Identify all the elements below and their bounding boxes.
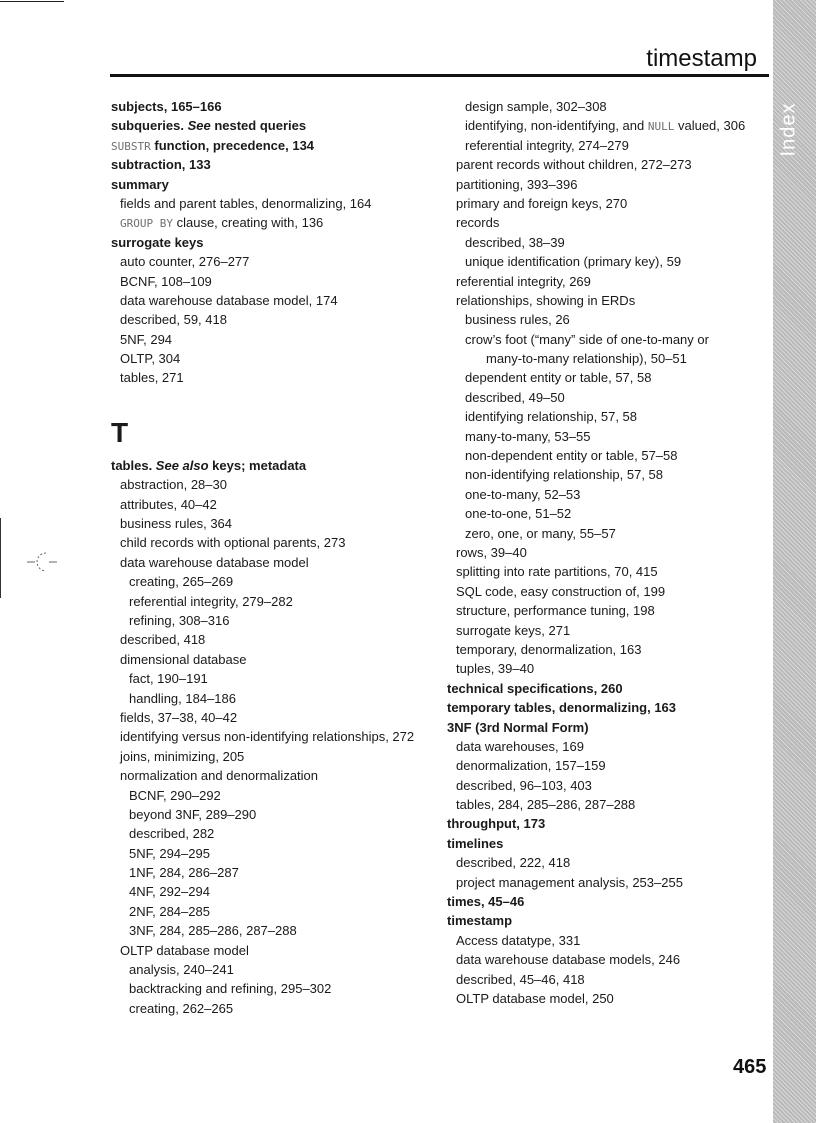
entry-text: design sample, 302–308 [465, 99, 607, 114]
index-subentry [447, 465, 767, 484]
index-subentry [447, 446, 767, 465]
side-tab-label: Index [777, 102, 800, 157]
entry-text: many-to-many relationship), 50–51 [486, 351, 687, 367]
index-subentry [111, 213, 441, 232]
index-main-entry [111, 175, 441, 194]
index-main-entry [111, 155, 441, 174]
index-subentry [447, 97, 767, 116]
entry-text: zero, one, or many, 55–57 [465, 525, 616, 541]
index-subentry [111, 921, 441, 940]
entry-text: fields, 37–38, 40–42 [120, 709, 238, 725]
entry-text: tables, 284, 285–286, 287–288 [456, 797, 636, 813]
entry-text: splitting into rate partitions, 70, 415 [456, 564, 658, 580]
page-number: 465 [733, 1056, 767, 1078]
entry-text: tables, 271 [120, 370, 184, 386]
index-subentry [111, 194, 441, 213]
index-subentry [447, 737, 767, 756]
entry-text: unique identification (primary key), 59 [465, 254, 682, 270]
cross-reference: See also [155, 457, 209, 473]
entry-text: one-to-many, 52–53 [465, 486, 581, 502]
entry-text: handling, 184–186 [129, 690, 236, 706]
entry-text: 3NF (3rd Normal Form) [447, 719, 589, 735]
index-subentry [447, 543, 767, 562]
entry-text: temporary, denormalization, 163 [456, 641, 642, 657]
entry-text: SQL code, easy construction of, 199 [456, 583, 666, 599]
header-rule [110, 74, 769, 77]
index-subentry [447, 776, 767, 795]
entry-text: analysis, 240–241 [129, 962, 234, 978]
entry-text: subqueries. [111, 118, 188, 134]
entry-text: one-to-one, 51–52 [465, 506, 572, 522]
entry-text: nested queries [210, 118, 307, 134]
index-main-entry [111, 456, 441, 475]
index-main-entry [111, 136, 441, 155]
crop-mark [0, 1, 64, 2]
entry-text: subjects, 165–166 [111, 99, 222, 114]
entry-text: records [456, 215, 500, 231]
index-subentry [111, 902, 441, 921]
index-subentry [111, 330, 441, 349]
index-subentry [111, 368, 441, 387]
index-subentry [447, 175, 767, 194]
entry-text: timelines [447, 835, 504, 851]
running-head: timestamp [646, 45, 757, 72]
index-side-tab [773, 0, 816, 1123]
index-subentry [447, 155, 767, 174]
index-subentry [447, 194, 767, 213]
index-main-entry [447, 814, 767, 833]
entry-text: temporary tables, denormalizing, 163 [447, 700, 677, 716]
entry-text: keys; metadata [208, 457, 307, 473]
entry-text: described, 282 [129, 826, 215, 842]
index-subentry [447, 524, 767, 543]
entry-text: 1NF, 284, 286–287 [129, 865, 239, 881]
entry-text: OLTP database model [120, 942, 249, 958]
entry-text: beyond 3NF, 289–290 [129, 806, 257, 822]
entry-text: surrogate keys [111, 234, 204, 250]
index-subentry [111, 630, 441, 649]
index-subentry [111, 669, 441, 688]
entry-text: tables. [111, 457, 156, 473]
entry-text: valued, 306 [674, 118, 746, 134]
index-main-entry [111, 116, 441, 135]
index-main-entry [447, 679, 767, 698]
index-subentry [447, 562, 767, 581]
entry-text: primary and foreign keys, 270 [456, 195, 628, 211]
index-main-entry [447, 698, 767, 717]
entry-text: described, 49–50 [465, 389, 565, 405]
entry-text: relationships, showing in ERDs [456, 292, 636, 308]
index-subentry [111, 349, 441, 368]
index-subentry [111, 689, 441, 708]
index-subentry [447, 407, 767, 426]
entry-text: child records with optional parents, 273 [120, 535, 346, 551]
index-subentry [447, 601, 767, 620]
entry-text: tuples, 39–40 [456, 661, 535, 677]
entry-text: joins, minimizing, 205 [120, 748, 245, 764]
index-subentry [111, 572, 441, 591]
entry-text: denormalization, 157–159 [456, 758, 606, 774]
entry-text: 5NF, 294–295 [129, 845, 210, 861]
entry-text: creating, 265–269 [129, 574, 234, 590]
index-subentry [447, 427, 767, 446]
index-subentry [447, 640, 767, 659]
index-subentry [111, 650, 441, 669]
entry-text: project management analysis, 253–255 [456, 874, 683, 890]
index-subentry [447, 272, 767, 291]
entry-text: business rules, 26 [465, 312, 570, 328]
index-subentry [111, 979, 441, 998]
index-subentry [447, 252, 767, 271]
index-subentry [447, 116, 767, 135]
index-subentry [111, 533, 441, 552]
entry-text: 2NF, 284–285 [129, 903, 210, 919]
index-column-left [111, 97, 441, 1018]
index-main-entry [447, 911, 767, 930]
entry-text: described, 222, 418 [456, 855, 571, 871]
section-letter: T [111, 416, 129, 448]
entry-text: abstraction, 28–30 [120, 477, 227, 493]
entry-text: structure, performance tuning, 198 [456, 603, 655, 619]
index-subentry [447, 659, 767, 678]
index-subentry [447, 310, 767, 329]
entry-text: fields and parent tables, denormalizing, 164 [120, 195, 372, 211]
index-subentry [111, 960, 441, 979]
entry-text: throughput, 173 [447, 816, 546, 832]
entry-text: BCNF, 290–292 [129, 787, 221, 803]
entry-text: parent records without children, 272–273 [456, 157, 692, 173]
entry-text: clause, creating with, 136 [172, 215, 324, 231]
entry-text: identifying versus non-identifying relationships, 272 [120, 729, 415, 745]
entry-text: attributes, 40–42 [120, 496, 217, 512]
index-subentry [447, 368, 767, 387]
index-subentry [447, 213, 767, 232]
code-term: SUBSTR [111, 139, 151, 153]
entry-text: OLTP database model, 250 [456, 990, 614, 1006]
entry-text: 5NF, 294 [120, 331, 173, 347]
entry-text: 3NF, 284, 285–286, 287–288 [129, 923, 297, 939]
index-subentry [447, 853, 767, 872]
index-subentry [447, 989, 767, 1008]
entry-text: identifying, non-identifying, and [465, 118, 648, 134]
code-term: GROUP BY [120, 217, 173, 231]
index-subentry [447, 330, 767, 349]
index-subentry [447, 349, 767, 368]
entry-text: business rules, 364 [120, 516, 233, 532]
index-main-entry [447, 718, 767, 737]
index-subentry [111, 291, 441, 310]
entry-text: dependent entity or table, 57, 58 [465, 370, 652, 386]
index-subentry [447, 388, 767, 407]
index-subentry [447, 950, 767, 969]
index-subentry [447, 970, 767, 989]
entry-text: rows, 39–40 [456, 544, 527, 560]
entry-text: described, 96–103, 403 [456, 777, 592, 793]
entry-text: crow’s foot (“many” side of one-to-many or [465, 331, 709, 347]
index-subentry [111, 495, 441, 514]
index-main-entry [111, 233, 441, 252]
index-subentry [111, 252, 441, 271]
entry-text: referential integrity, 269 [456, 273, 591, 289]
registration-mark-icon [27, 550, 57, 574]
entry-text: normalization and denormalization [120, 768, 319, 784]
entry-text: referential integrity, 279–282 [129, 593, 293, 609]
index-subentry [111, 611, 441, 630]
entry-text: fact, 190–191 [129, 671, 208, 687]
entry-text: OLTP, 304 [120, 351, 181, 367]
entry-text: times, 45–46 [447, 894, 525, 910]
entry-text: described, 59, 418 [120, 312, 227, 328]
entry-text: BCNF, 108–109 [120, 273, 212, 289]
entry-text: timestamp [447, 913, 513, 929]
index-main-entry [447, 834, 767, 853]
entry-text: 4NF, 292–294 [129, 884, 210, 900]
index-subentry [111, 824, 441, 843]
edge-line [0, 518, 1, 598]
entry-text: summary [111, 176, 169, 192]
index-subentry [447, 621, 767, 640]
entry-text: auto counter, 276–277 [120, 254, 250, 270]
entry-text: data warehouses, 169 [456, 738, 584, 754]
entry-text: refining, 308–316 [129, 612, 230, 628]
entry-text: identifying relationship, 57, 58 [465, 409, 638, 425]
index-subentry [111, 310, 441, 329]
index-subentry [111, 727, 441, 746]
entry-text: described, 38–39 [465, 234, 565, 250]
index-subentry [111, 708, 441, 727]
entry-text: function, precedence, 134 [150, 137, 315, 153]
index-subentry [447, 873, 767, 892]
entry-text: data warehouse database model, 174 [120, 292, 338, 308]
entry-text: subtraction, 133 [111, 157, 211, 173]
index-column-right [447, 97, 767, 1008]
index-subentry [111, 553, 441, 572]
index-subentry [111, 514, 441, 533]
index-subentry [111, 844, 441, 863]
entry-text: partitioning, 393–396 [456, 176, 578, 192]
entry-text: non-dependent entity or table, 57–58 [465, 448, 678, 464]
index-subentry [447, 291, 767, 310]
index-subentry [447, 931, 767, 950]
entry-text: Access datatype, 331 [456, 932, 581, 948]
entry-text: technical specifications, 260 [447, 680, 623, 696]
index-subentry [447, 756, 767, 775]
index-subentry [447, 795, 767, 814]
index-subentry [447, 504, 767, 523]
index-subentry [111, 999, 441, 1018]
cross-reference: See [187, 118, 211, 134]
entry-text: many-to-many, 53–55 [465, 428, 591, 444]
index-subentry [111, 805, 441, 824]
index-subentry [111, 592, 441, 611]
index-subentry [111, 475, 441, 494]
index-subentry [111, 747, 441, 766]
index-subentry [447, 136, 767, 155]
index-subentry [447, 233, 767, 252]
entry-text: dimensional database [120, 651, 247, 667]
entry-text: referential integrity, 274–279 [465, 137, 629, 153]
entry-text: data warehouse database models, 246 [456, 952, 681, 968]
index-subentry [111, 882, 441, 901]
index-subentry [447, 485, 767, 504]
code-term: NULL [647, 120, 675, 134]
entry-text: described, 418 [120, 632, 206, 648]
index-subentry [111, 766, 441, 785]
index-subentry [111, 272, 441, 291]
index-main-entry [447, 892, 767, 911]
entry-text: non-identifying relationship, 57, 58 [465, 467, 664, 483]
entry-text: data warehouse database model [120, 554, 309, 570]
entry-text: creating, 262–265 [129, 1000, 234, 1016]
index-subentry [111, 786, 441, 805]
index-subentry [111, 941, 441, 960]
index-subentry [447, 582, 767, 601]
entry-text: described, 45–46, 418 [456, 971, 585, 987]
entry-text: surrogate keys, 271 [456, 622, 571, 638]
entry-text: backtracking and refining, 295–302 [129, 981, 332, 997]
index-main-entry [111, 97, 441, 116]
index-subentry [111, 863, 441, 882]
